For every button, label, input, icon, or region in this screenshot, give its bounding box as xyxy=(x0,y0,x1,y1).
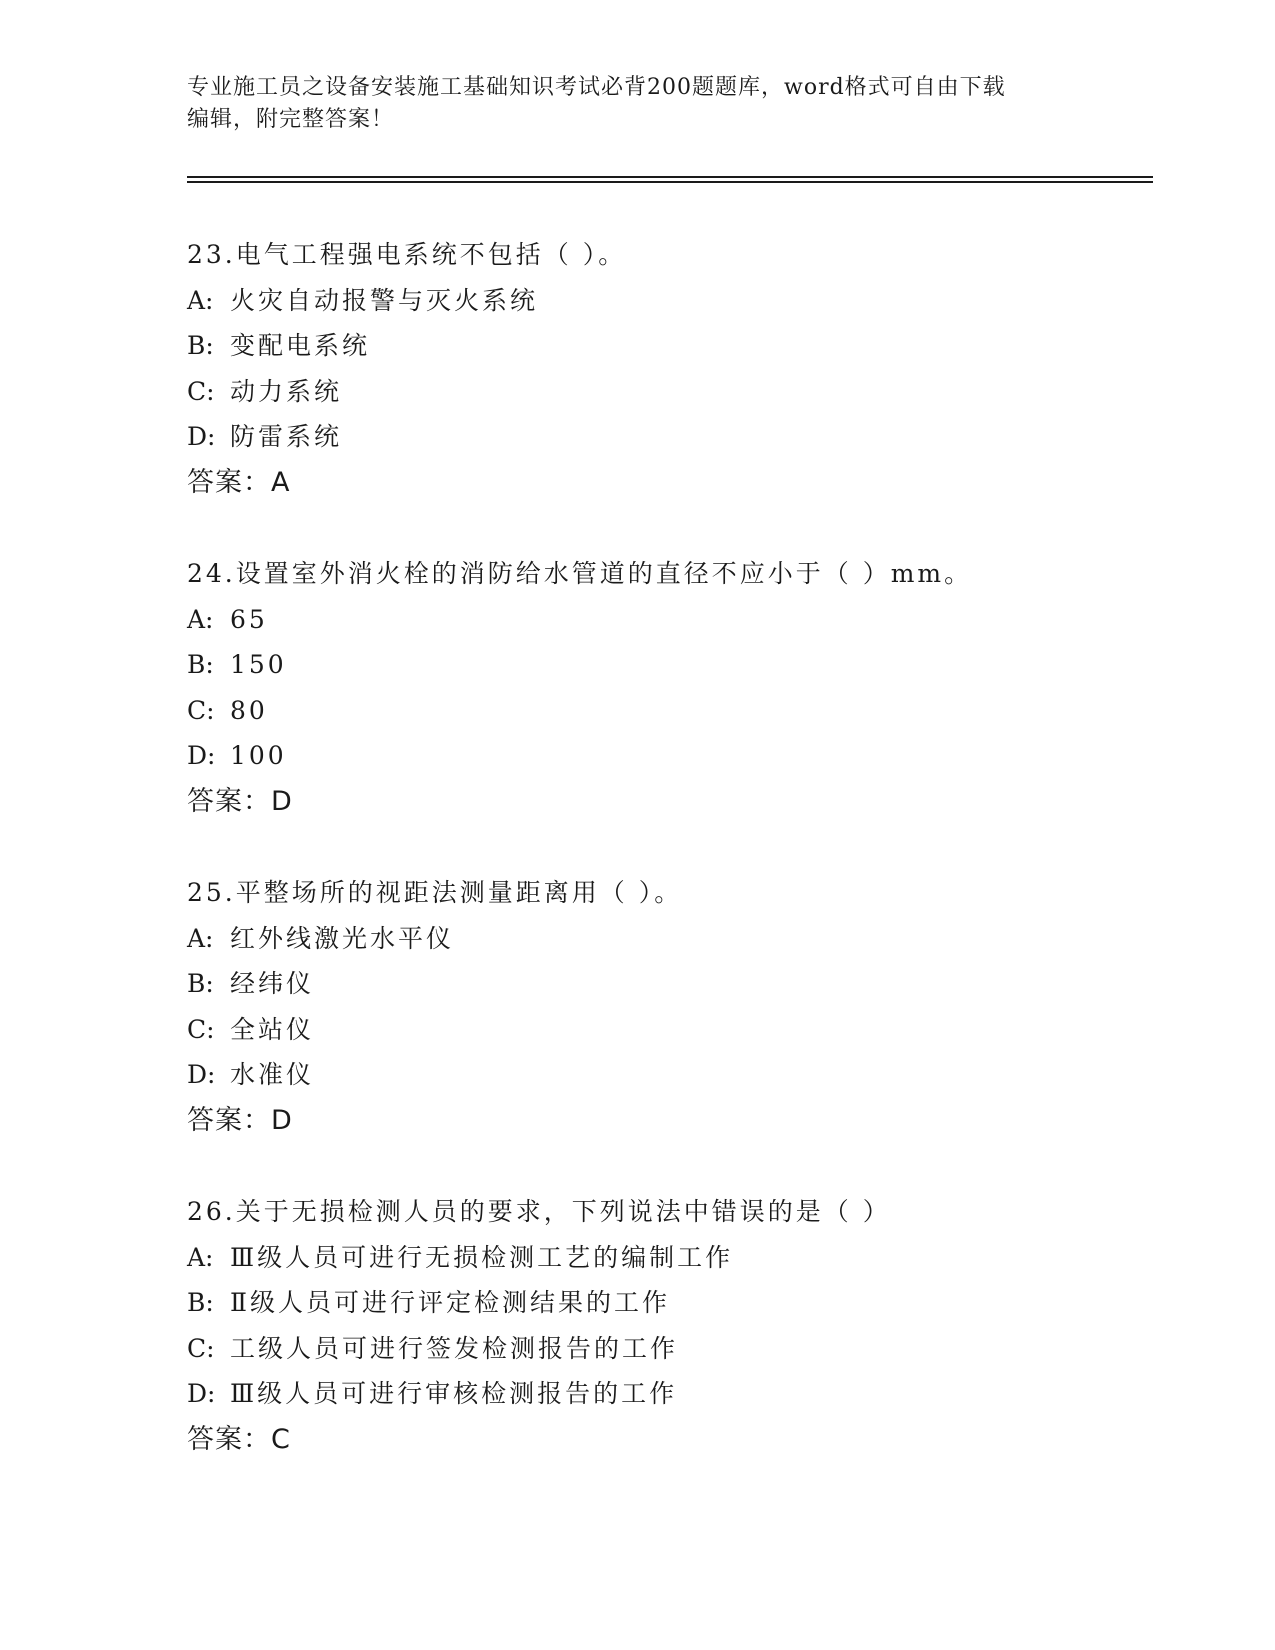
question-block xyxy=(187,1189,1147,1462)
option-label: D: xyxy=(187,422,216,451)
option-label: D: xyxy=(187,741,216,770)
option-a xyxy=(187,1235,1147,1281)
option-a xyxy=(187,597,1147,643)
option-b xyxy=(187,642,1147,688)
header-line-1: 专业施工员之设备安装施工基础知识考试必背200题题库，word格式可自由下载 xyxy=(187,75,1006,100)
option-b xyxy=(187,1280,1147,1326)
option-label: C: xyxy=(187,1014,215,1044)
header-divider-top xyxy=(187,176,1153,178)
document-header xyxy=(187,72,1067,136)
option-text: 工级人员可进行签发检测报告的工作 xyxy=(230,1333,679,1363)
answer-line: 答案：C xyxy=(187,1423,291,1455)
option-text: 80 xyxy=(230,695,268,725)
option-b xyxy=(187,961,1147,1007)
option-label: B: xyxy=(187,1288,214,1317)
question-stem: 23.电气工程强电系统不包括（ ）。 xyxy=(187,240,627,269)
option-label: B: xyxy=(187,331,214,360)
answer-line: 答案：A xyxy=(187,466,291,498)
option-label: A: xyxy=(187,285,214,315)
option-text: 红外线激光水平仪 xyxy=(230,923,455,953)
option-label: A: xyxy=(187,923,214,953)
option-c xyxy=(187,369,1147,415)
option-label: C: xyxy=(187,695,215,725)
option-b xyxy=(187,323,1147,369)
option-text: 100 xyxy=(230,741,287,770)
option-c xyxy=(187,1007,1147,1053)
option-text: 动力系统 xyxy=(230,376,343,406)
question-stem: 25.平整场所的视距法测量距离用（ ）。 xyxy=(187,878,683,907)
option-text: 变配电系统 xyxy=(230,331,371,360)
option-a xyxy=(187,278,1147,324)
option-label: B: xyxy=(187,650,214,679)
option-text: 经纬仪 xyxy=(230,969,315,998)
option-c xyxy=(187,688,1147,734)
option-a xyxy=(187,916,1147,962)
option-text: 火灾自动报警与灭火系统 xyxy=(230,285,539,315)
option-text: 65 xyxy=(230,604,268,634)
option-text: 防雷系统 xyxy=(230,422,343,451)
option-label: A: xyxy=(187,1242,214,1272)
option-text: Ⅱ级人员可进行评定检测结果的工作 xyxy=(230,1288,670,1317)
option-label: D: xyxy=(187,1060,216,1089)
option-text: 全站仪 xyxy=(230,1014,315,1044)
option-d xyxy=(187,733,1147,779)
option-label: C: xyxy=(187,376,215,406)
option-text: 150 xyxy=(230,650,287,679)
option-label: D: xyxy=(187,1379,216,1408)
option-d xyxy=(187,414,1147,460)
answer-line: 答案：D xyxy=(187,785,293,817)
question-block xyxy=(187,551,1147,824)
header-divider-bottom xyxy=(187,181,1153,183)
question-stem: 24.设置室外消火栓的消防给水管道的直径不应小于（ ）mm。 xyxy=(187,559,973,588)
option-text: Ⅲ级人员可进行审核检测报告的工作 xyxy=(230,1379,678,1408)
option-d xyxy=(187,1052,1147,1098)
option-label: A: xyxy=(187,604,214,634)
option-label: B: xyxy=(187,969,214,998)
option-text: 水准仪 xyxy=(230,1060,315,1089)
option-d xyxy=(187,1371,1147,1417)
option-text: Ⅲ级人员可进行无损检测工艺的编制工作 xyxy=(230,1242,734,1272)
header-line-2: 编辑，附完整答案！ xyxy=(187,107,395,132)
question-block xyxy=(187,232,1147,505)
option-c xyxy=(187,1326,1147,1372)
question-block xyxy=(187,870,1147,1143)
answer-line: 答案：D xyxy=(187,1104,293,1136)
option-label: C: xyxy=(187,1333,215,1363)
question-stem: 26.关于无损检测人员的要求，下列说法中错误的是（ ） xyxy=(187,1197,891,1226)
